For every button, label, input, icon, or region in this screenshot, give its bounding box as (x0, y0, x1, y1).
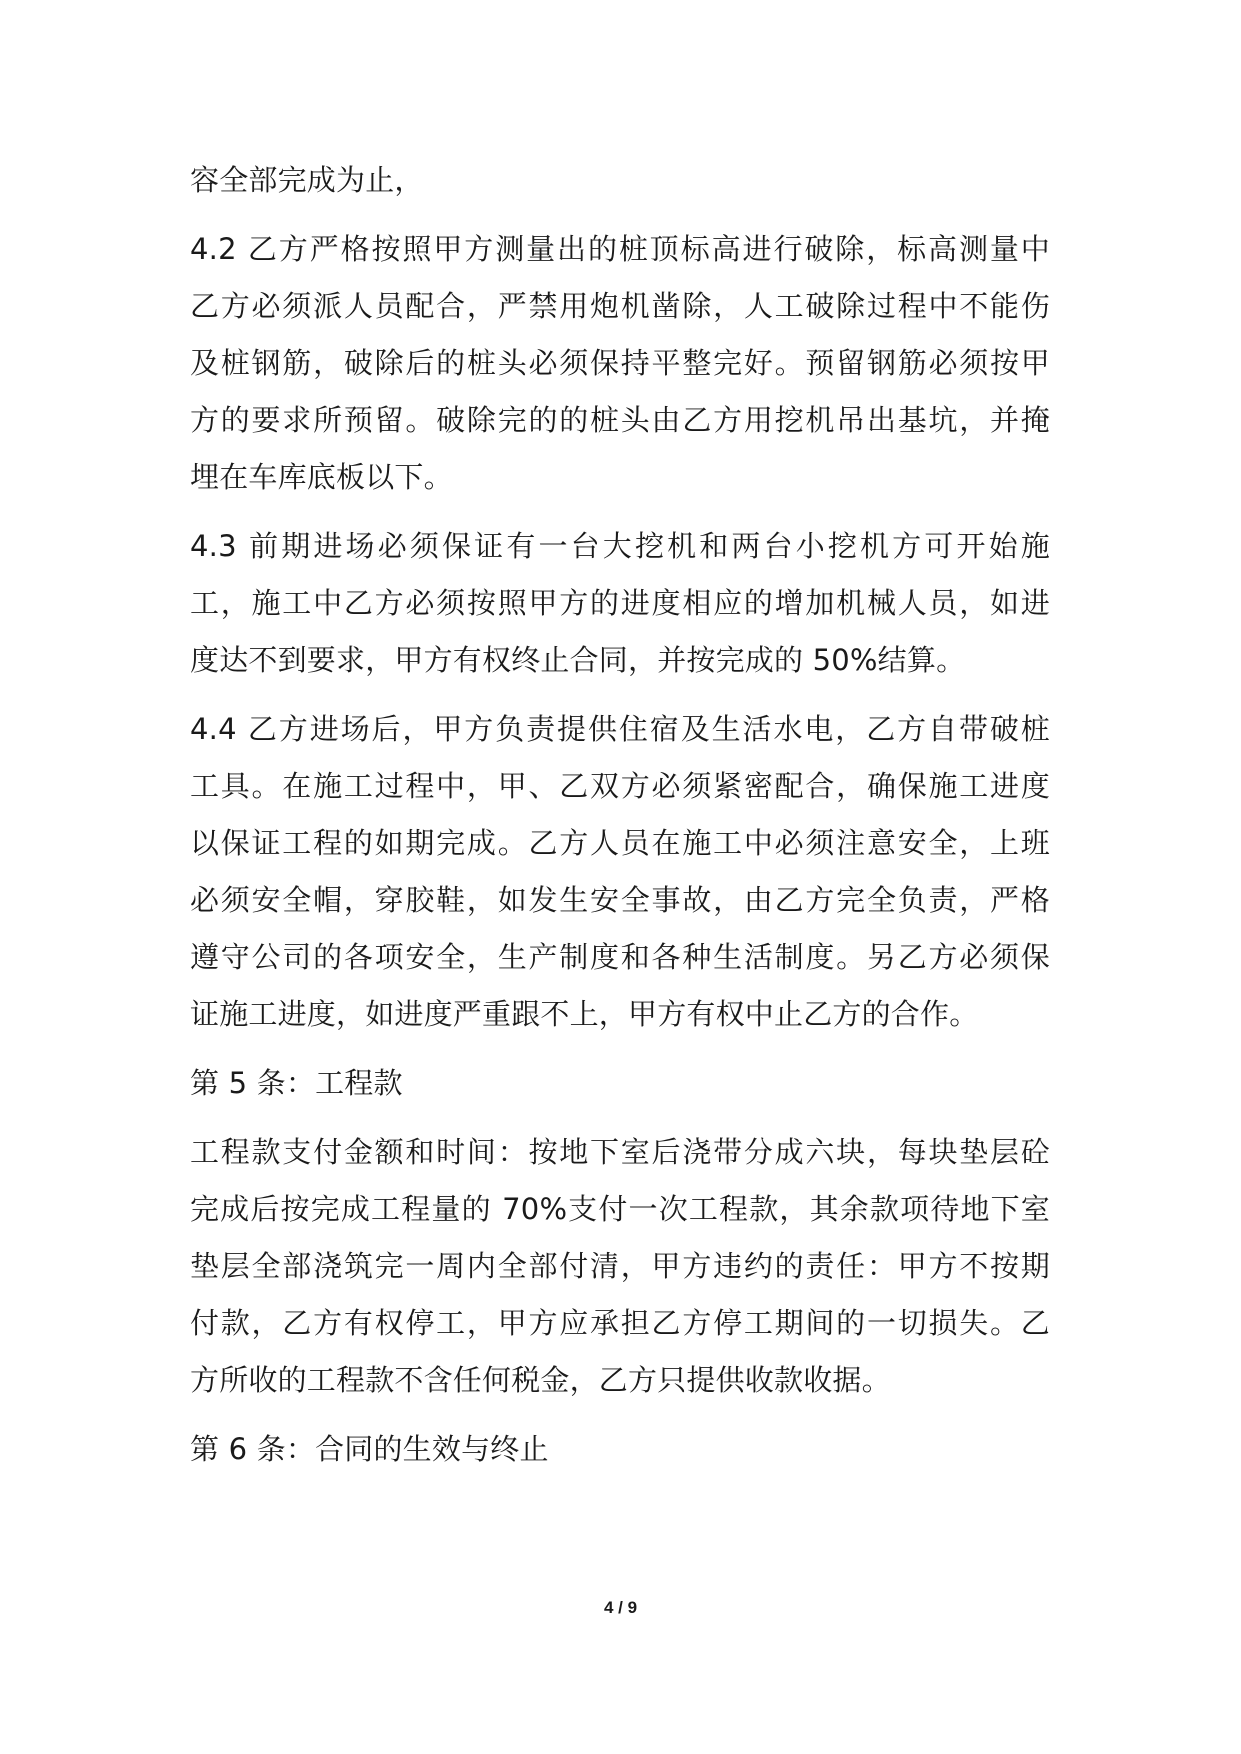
text-line: 遵守公司的各项安全，生产制度和各种生活制度。另乙方必须保 (190, 940, 1050, 974)
text-line: 必须安全帽，穿胶鞋，如发生安全事故，由乙方完全负责，严格 (190, 883, 1050, 917)
text-line: 垫层全部浇筑完一周内全部付清，甲方违约的责任：甲方不按期 (190, 1249, 1050, 1283)
page-number: 4 / 9 (603, 1598, 638, 1617)
text-line: 及桩钢筋，破除后的桩头必须保持平整完好。预留钢筋必须按甲 (190, 346, 1050, 380)
text-line: 工，施工中乙方必须按照甲方的进度相应的增加机械人员，如进 (190, 586, 1050, 620)
text-line: 完成后按完成工程量的 70%支付一次工程款，其余款项待地下室 (190, 1192, 1050, 1226)
text-line: 容全部完成为止， (190, 163, 424, 197)
section-heading-5: 第 5 条：工程款 (190, 1066, 403, 1100)
text-line: 付款，乙方有权停工，甲方应承担乙方停工期间的一切损失。乙 (190, 1306, 1050, 1340)
text-line: 度达不到要求，甲方有权终止合同，并按完成的 50%结算。 (190, 643, 966, 677)
clause-4-3: 4.3 前期进场必须保证有一台大挖机和两台小挖机方可开始施 (190, 529, 1050, 563)
text-line: 方所收的工程款不含任何税金，乙方只提供收款收据。 (190, 1363, 891, 1397)
text-line: 以保证工程的如期完成。乙方人员在施工中必须注意安全，上班 (190, 826, 1050, 860)
text-line: 乙方必须派人员配合，严禁用炮机凿除，人工破除过程中不能伤 (190, 289, 1050, 323)
text-line: 证施工进度，如进度严重跟不上，甲方有权中止乙方的合作。 (190, 997, 979, 1031)
clause-4-2: 4.2 乙方严格按照甲方测量出的桩顶标高进行破除，标高测量中 (190, 232, 1050, 266)
clause-4-4: 4.4 乙方进场后，甲方负责提供住宿及生活水电，乙方自带破桩 (190, 712, 1050, 746)
text-line: 方的要求所预留。破除完的的桩头由乙方用挖机吊出基坑，并掩 (190, 403, 1050, 437)
section-heading-6: 第 6 条：合同的生效与终止 (190, 1432, 549, 1466)
text-line: 工具。在施工过程中，甲、乙双方必须紧密配合，确保施工进度 (190, 769, 1050, 803)
text-line: 工程款支付金额和时间：按地下室后浇带分成六块，每块垫层砼 (190, 1135, 1050, 1169)
text-line: 埋在车库底板以下。 (190, 460, 453, 494)
